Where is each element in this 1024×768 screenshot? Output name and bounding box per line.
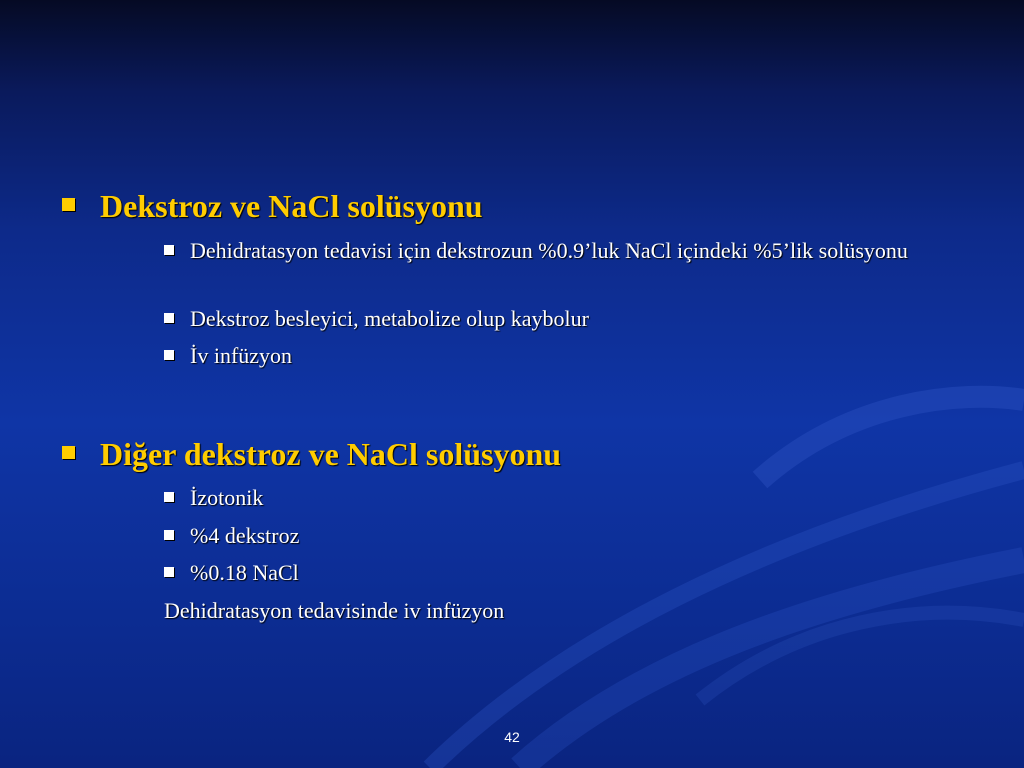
section-2-item-2-text: %4 dekstroz	[190, 523, 300, 548]
square-bullet-icon	[62, 446, 75, 459]
section-2-item-1	[164, 483, 984, 512]
square-bullet-icon	[164, 567, 174, 577]
section-1-item-2-text: Dekstroz besleyici, metabolize olup kaybolur	[190, 306, 589, 331]
square-bullet-icon	[164, 245, 174, 255]
section-2-item-3-text: %0.18 NaCl	[190, 560, 299, 585]
square-bullet-icon	[164, 492, 174, 502]
section-1-item-3	[164, 341, 984, 370]
section-1-heading-text: Dekstroz ve NaCl solüsyonu	[100, 188, 483, 224]
page-number: 42	[504, 729, 520, 745]
section-1-item-1	[164, 236, 984, 265]
square-bullet-icon	[164, 350, 174, 360]
section-2-item-1-text: İzotonik	[190, 485, 264, 510]
section-1-item-1-text: Dehidratasyon tedavisi için dekstrozun %0.9’luk NaCl içindeki %5’lik solüsyonu	[190, 238, 908, 263]
section-2-item-2	[164, 521, 984, 550]
square-bullet-icon	[164, 530, 174, 540]
square-bullet-icon	[164, 313, 174, 323]
square-bullet-icon	[62, 198, 75, 211]
section-1-item-2	[164, 304, 984, 333]
section-2-item-3	[164, 558, 984, 587]
section-2-heading-text: Diğer dekstroz ve NaCl solüsyonu	[100, 436, 562, 472]
section-1-item-3-text: İv infüzyon	[190, 343, 293, 368]
section-2-note: Dehidratasyon tedavisinde iv infüzyon	[164, 598, 505, 623]
